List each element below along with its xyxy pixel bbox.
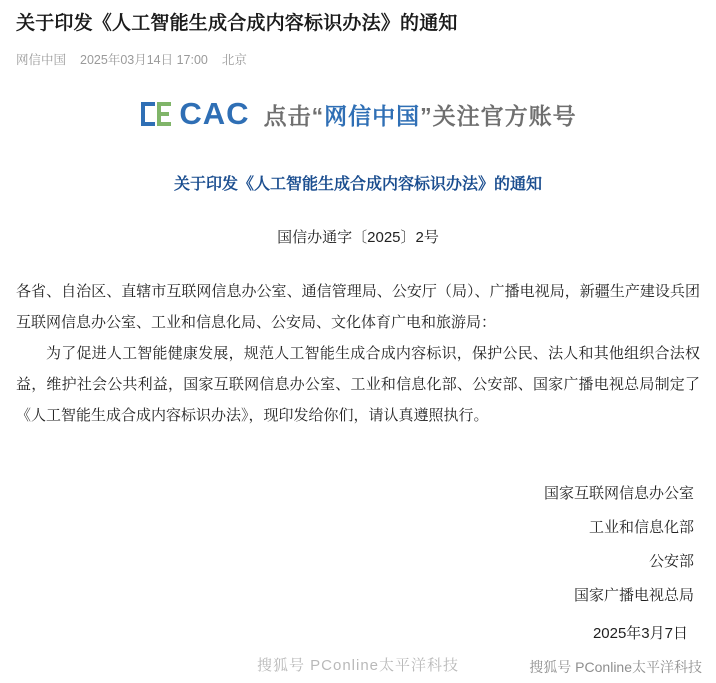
meta-source[interactable]: 网信中国	[16, 53, 67, 67]
cac-wordmark: CAC	[179, 96, 250, 131]
slogan-middle: ”	[420, 102, 433, 129]
signature-line: 公安部	[648, 553, 694, 570]
paragraph-recipients: 各省、自治区、直辖市互联网信息办公室、通信管理局、公安厅（局）、广播电视局，新疆生产建设兵团互联网信息办公室、工业和信息化局、公安局、文化体育广电和旅游局：	[16, 283, 700, 331]
watermark-center: 搜狐号 PConline太平洋科技	[256, 657, 460, 674]
signature-block	[0, 477, 716, 651]
follow-banner[interactable]	[0, 90, 716, 142]
article-meta	[0, 38, 716, 68]
banner-slogan[interactable]	[264, 98, 577, 131]
document-body	[0, 276, 716, 431]
cac-logo	[139, 96, 249, 132]
cac-emblem-icon	[139, 99, 173, 129]
slogan-suffix: 关注官方账号	[432, 102, 577, 129]
slogan-prefix: 点击“	[263, 102, 325, 129]
signature-date: 2025年3月7日	[592, 625, 688, 642]
slogan-highlight: 网信中国	[324, 102, 421, 129]
page-title: 关于印发《人工智能生成合成内容标识办法》的通知	[16, 13, 458, 34]
document-title: 关于印发《人工智能生成合成内容标识办法》的通知	[173, 176, 542, 193]
signature-line: 国家广播电视总局	[573, 587, 694, 604]
watermark-right: 搜狐号 PConline太平洋科技	[529, 659, 702, 675]
document-number: 国信办通字〔2025〕2号	[277, 229, 439, 246]
meta-datetime: 2025年03月14日 17:00	[80, 53, 208, 67]
signature-line: 工业和信息化部	[588, 519, 694, 536]
meta-location: 北京	[221, 53, 247, 67]
signature-line: 国家互联网信息办公室	[543, 485, 694, 502]
paragraph-main: 为了促进人工智能健康发展，规范人工智能生成合成内容标识，保护公民、法人和其他组织合法权益，维护社会公共利益，国家互联网信息办公室、工业和信息化部、公安部、国家广播电视总局制定了《人工智能生成合成内容标识办法》，现印发给你们，请认真遵照执行。	[16, 345, 700, 424]
